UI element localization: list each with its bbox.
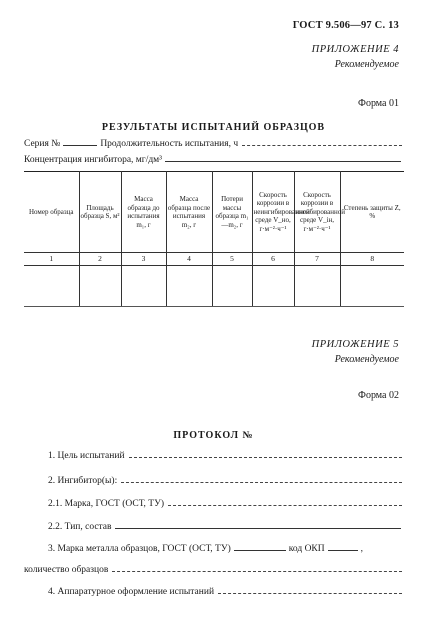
table-cell (24, 266, 79, 307)
protocol-item-label: 4. Аппаратурное оформление испытаний (48, 587, 215, 597)
protocol-fill-line (168, 505, 402, 506)
column-header: Степень защиты Z, % (340, 172, 404, 253)
column-header: Площадь образца S, м² (79, 172, 121, 253)
protocol-fill-line (129, 457, 402, 458)
column-header: Масса образца до испытания m₁, г (121, 172, 166, 253)
appendix-4-subtitle: Рекомендуемое (334, 59, 399, 70)
table-cell (79, 266, 121, 307)
duration-label: Продолжительность испытания, ч (100, 139, 239, 149)
protocol-item-3 (24, 544, 404, 554)
table-cell (121, 266, 166, 307)
protocol-fill-line (115, 528, 402, 529)
series-fill-line (63, 145, 97, 146)
concentration-line (24, 155, 404, 165)
okp-suffix: , (360, 544, 364, 554)
protocol-title: ПРОТОКОЛ № (173, 430, 254, 441)
concentration-label: Концентрация ингибитора, мг/дм³ (24, 155, 163, 165)
column-number: 6 (252, 253, 294, 266)
results-table (24, 171, 404, 307)
protocol-item-label: 2.1. Марка, ГОСТ (ОСТ, ТУ) (48, 499, 164, 509)
table-cell (212, 266, 252, 307)
protocol-item-label: количество образцов (24, 565, 109, 575)
column-number: 2 (79, 253, 121, 266)
table-header-row (24, 172, 404, 253)
table-empty-row (24, 266, 404, 307)
column-header: Масса образца после испытания m₂, г (166, 172, 212, 253)
duration-fill-line (242, 145, 402, 146)
column-number: 4 (166, 253, 212, 266)
table-cell (340, 266, 404, 307)
table-cell (294, 266, 340, 307)
page-header: ГОСТ 9.506—97 С. 13 (292, 20, 399, 31)
protocol-item-label: 2.2. Тип, состав (48, 522, 112, 532)
protocol-fill-line (234, 550, 286, 551)
column-header: Потери массы образца m₁—m₂, г (212, 172, 252, 253)
protocol-item-label: 3. Марка металла образцов, ГОСТ (ОСТ, ТУ) (48, 544, 231, 554)
protocol-item-2-1 (24, 499, 404, 509)
protocol-fill-line (218, 593, 402, 594)
appendix-5-title: ПРИЛОЖЕНИЕ 5 (311, 339, 399, 350)
column-header: Скорость коррозии в неингибированной среде V_но, г·м⁻²·ч⁻¹ (252, 172, 294, 253)
table-cell (166, 266, 212, 307)
protocol-fill-line (121, 482, 402, 483)
column-number: 8 (340, 253, 404, 266)
protocol-item-2 (24, 476, 404, 486)
column-header: Скорость коррозии в ингибированной среде V_ін, г·м⁻²·ч⁻¹ (294, 172, 340, 253)
column-number: 7 (294, 253, 340, 266)
column-header: Номер образца (24, 172, 79, 253)
series-label: Серия № (24, 139, 61, 149)
protocol-item-4 (24, 587, 404, 597)
series-duration-line (24, 139, 404, 149)
column-number: 1 (24, 253, 79, 266)
column-number: 5 (212, 253, 252, 266)
form-02-label: Форма 02 (358, 390, 399, 401)
protocol-item-label: 2. Ингибитор(ы): (48, 476, 118, 486)
table-number-row (24, 253, 404, 266)
protocol-item-2-2 (24, 522, 404, 532)
concentration-fill-line (165, 161, 401, 162)
results-title: РЕЗУЛЬТАТЫ ИСПЫТАНИЙ ОБРАЗЦОВ (101, 122, 326, 133)
okp-fill-line (328, 550, 358, 551)
protocol-fill-line (112, 571, 402, 572)
form-01-label: Форма 01 (358, 98, 399, 109)
protocol-item-1 (24, 451, 404, 461)
appendix-5-subtitle: Рекомендуемое (334, 354, 399, 365)
protocol-item-label: 1. Цель испытаний (48, 451, 125, 461)
table-cell (252, 266, 294, 307)
okp-label: код ОКП (288, 544, 325, 554)
appendix-4-title: ПРИЛОЖЕНИЕ 4 (311, 44, 399, 55)
protocol-sample-count (24, 565, 404, 575)
column-number: 3 (121, 253, 166, 266)
